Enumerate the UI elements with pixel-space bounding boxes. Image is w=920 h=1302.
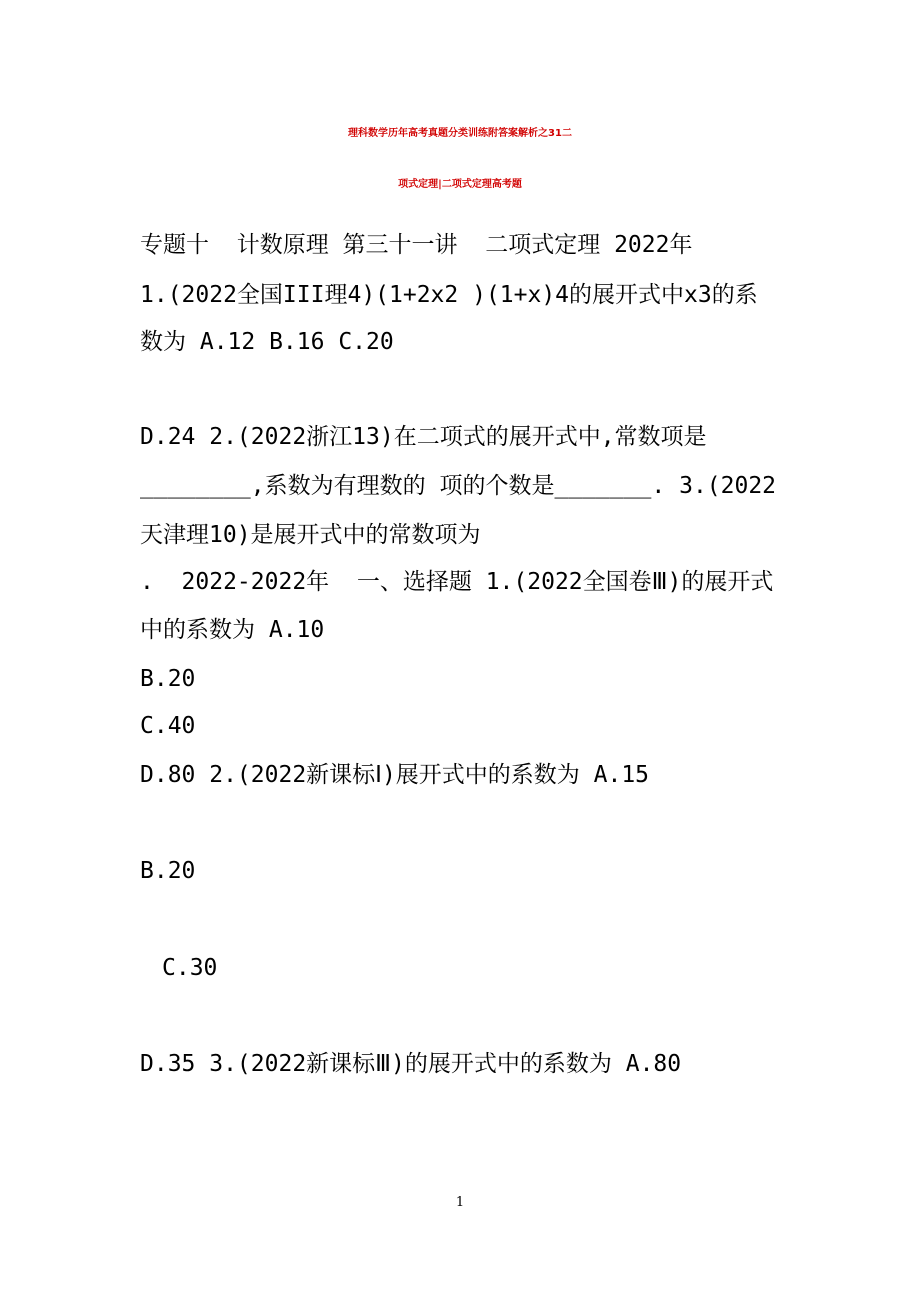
body-line-8: 中的系数为 A.10 (140, 617, 325, 643)
body-line-1: 专题十 计数原理 第三十一讲 二项式定理 2022年 (140, 232, 693, 258)
body-line-12: B.20 (140, 858, 196, 884)
body-line-9: B.20 (140, 666, 196, 692)
body-line-4: D.24 2.(2022浙江13)在二项式的展开式中,常数项是 (140, 424, 707, 450)
document-title-line-2: 项式定理|二项式定理高考题 (398, 179, 522, 190)
body-line-5: ________,系数为有理数的 项的个数是_______. 3.(2022 (140, 473, 777, 499)
body-line-6: 天津理10)是展开式中的常数项为 (140, 522, 481, 548)
body-line-7: . 2022-2022年 一、选择题 1.(2022全国卷Ⅲ)的展开式 (140, 569, 774, 595)
body-line-11: D.80 2.(2022新课标Ⅰ)展开式中的系数为 A.15 (140, 762, 650, 788)
body-line-3: 数为 A.12 B.16 C.20 (140, 329, 394, 355)
document-title-line-1: 理科数学历年高考真题分类训练附答案解析之31二 (348, 128, 572, 139)
body-line-13: C.30 (162, 955, 218, 981)
page-number: 1 (455, 1195, 465, 1210)
body-line-2: 1.(2022全国III理4)(1+2x2 )(1+x)4的展开式中x3的系 (140, 282, 758, 308)
body-line-14: D.35 3.(2022新课标Ⅲ)的展开式中的系数为 A.80 (140, 1051, 682, 1077)
body-line-10: C.40 (140, 713, 196, 739)
